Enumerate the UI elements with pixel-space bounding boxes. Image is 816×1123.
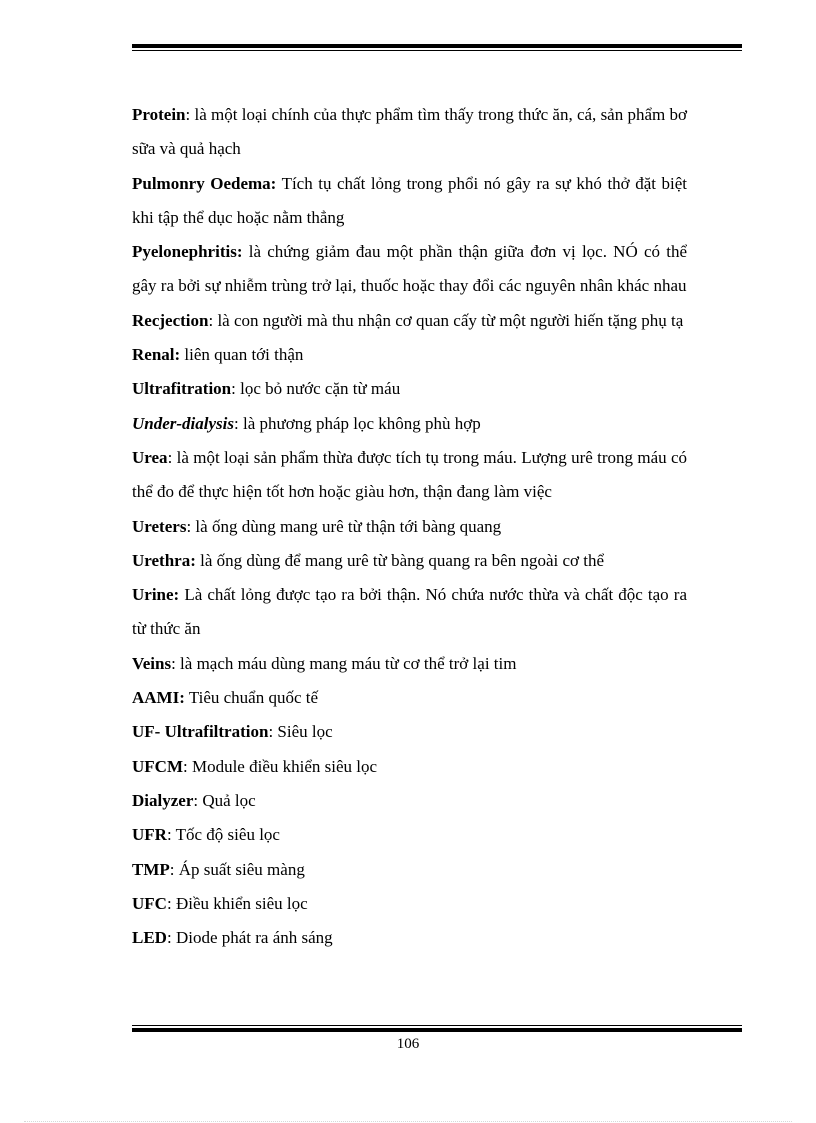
- glossary-separator: :: [234, 413, 239, 433]
- glossary-definition: là chứng giảm đau một phần thận giữa đơn vị lọc. NÓ có thể gây ra bởi sự nhiễm trùng trở lại, thuốc hoặc thay đổi các nguyên nhân khác nhau: [132, 242, 687, 296]
- glossary-term: TMP: [132, 859, 170, 879]
- glossary-entry: [132, 98, 687, 167]
- glossary-definition: Tiêu chuẩn quốc tế: [184, 688, 319, 708]
- glossary-entry: [132, 647, 687, 681]
- glossary-term: Ureters: [132, 516, 187, 536]
- glossary-separator: :: [171, 653, 176, 673]
- glossary-term: UF- Ultrafiltration: [132, 722, 269, 742]
- glossary-term: UFR: [132, 825, 167, 845]
- glossary-definition: liên quan tới thận: [180, 345, 304, 365]
- glossary-entry: [132, 921, 687, 955]
- glossary-term: Urine:: [132, 585, 180, 605]
- glossary-separator: :: [208, 310, 214, 330]
- glossary-entry: [132, 544, 687, 578]
- glossary-separator: :: [193, 790, 199, 810]
- glossary-definition: Điều khiển siêu lọc: [171, 893, 308, 913]
- glossary-definition: Quả lọc: [198, 790, 256, 810]
- glossary-entry: [132, 304, 687, 338]
- glossary-separator: :: [231, 379, 236, 399]
- glossary-separator: :: [166, 928, 172, 948]
- glossary-definition: là một loại chính của thực phẩm tìm thấy trong thức ăn, cá, sản phẩm bơ sữa và quả hạch: [132, 105, 687, 159]
- glossary-entry: [132, 510, 687, 544]
- glossary-entry: [132, 818, 687, 852]
- glossary-separator: :: [166, 825, 172, 845]
- glossary-definition: Tốc độ siêu lọc: [171, 825, 280, 845]
- glossary-definition: là con người mà thu nhận cơ quan cấy từ một người hiến tặng phụ tạ: [213, 310, 684, 330]
- glossary-definition: lọc bỏ nước cặn từ máu: [235, 379, 401, 399]
- page-number: 106: [396, 1036, 420, 1052]
- glossary-entry: [132, 372, 687, 406]
- glossary-entry: [132, 784, 687, 818]
- glossary-entry: [132, 167, 687, 236]
- glossary-separator: :: [166, 893, 172, 913]
- glossary-term: Urea: [132, 447, 168, 467]
- glossary-definition: là phương pháp lọc không phù hợp: [238, 413, 481, 433]
- glossary-term: AAMI:: [132, 688, 185, 708]
- glossary-separator: :: [185, 105, 191, 124]
- glossary-entry: [132, 235, 687, 304]
- glossary-definition: là mạch máu dùng mang máu từ cơ thể trở lại tim: [175, 653, 517, 673]
- glossary-term: Pulmonry Oedema:: [132, 173, 277, 193]
- glossary-definition: Áp suất siêu màng: [174, 859, 305, 879]
- glossary-term: Recjection: [132, 310, 209, 330]
- glossary-term: Veins: [132, 653, 172, 673]
- glossary-term: Renal:: [132, 345, 181, 365]
- glossary-separator: :: [186, 516, 192, 536]
- glossary-entry: [132, 681, 687, 715]
- glossary-definition: Siêu lọc: [273, 722, 333, 742]
- page-edge-dotted-line: [24, 1121, 792, 1122]
- glossary-entry: [132, 578, 687, 647]
- glossary-definition: Tích tụ chất lỏng trong phổi nó gây ra sự khó thở đặt biệt khi tập thể dục hoặc nằm thẳng: [132, 173, 687, 227]
- glossary-entry: [132, 441, 687, 510]
- header-rule: [132, 44, 742, 51]
- glossary-term: LED: [132, 928, 167, 948]
- glossary-entry: [132, 338, 687, 372]
- footer-rule: [132, 1025, 742, 1032]
- glossary-separator: :: [169, 859, 175, 879]
- glossary-definition: là ống dùng để mang urê từ bàng quang ra bên ngoài cơ thể: [195, 550, 605, 570]
- glossary-separator: :: [182, 756, 188, 776]
- glossary-term: Urethra:: [132, 550, 196, 570]
- glossary-entry: [132, 407, 687, 441]
- glossary-term: Ultrafitration: [132, 379, 232, 399]
- glossary-entry: [132, 853, 687, 887]
- glossary-definition: Là chất lỏng được tạo ra bởi thận. Nó chứa nước thừa và chất độc tạo ra từ thức ăn: [132, 585, 687, 639]
- glossary-entry: [132, 715, 687, 749]
- glossary-entry: [132, 887, 687, 921]
- glossary-separator: :: [167, 447, 173, 467]
- glossary-definition: là một loại sản phẩm thừa được tích tụ trong máu. Lượng urê trong máu có thể đo để thực hiện tốt hơn hoặc giàu hơn, thận đang làm việc: [132, 447, 687, 502]
- glossary-term: UFC: [132, 893, 167, 913]
- glossary-definition: là ống dùng mang urê từ thận tới bàng quang: [191, 516, 502, 536]
- glossary-separator: :: [268, 722, 274, 742]
- glossary-entry: [132, 750, 687, 784]
- glossary-definition: Module điều khiển siêu lọc: [187, 756, 378, 776]
- glossary-definition: Diode phát ra ánh sáng: [171, 928, 333, 948]
- glossary-term: Under-dialysis: [132, 413, 234, 433]
- glossary-term: Dialyzer: [132, 790, 194, 810]
- glossary-term: Protein: [132, 105, 186, 124]
- glossary-term: UFCM: [132, 756, 183, 776]
- glossary-list: [132, 98, 687, 955]
- glossary-term: Pyelonephritis:: [132, 242, 243, 262]
